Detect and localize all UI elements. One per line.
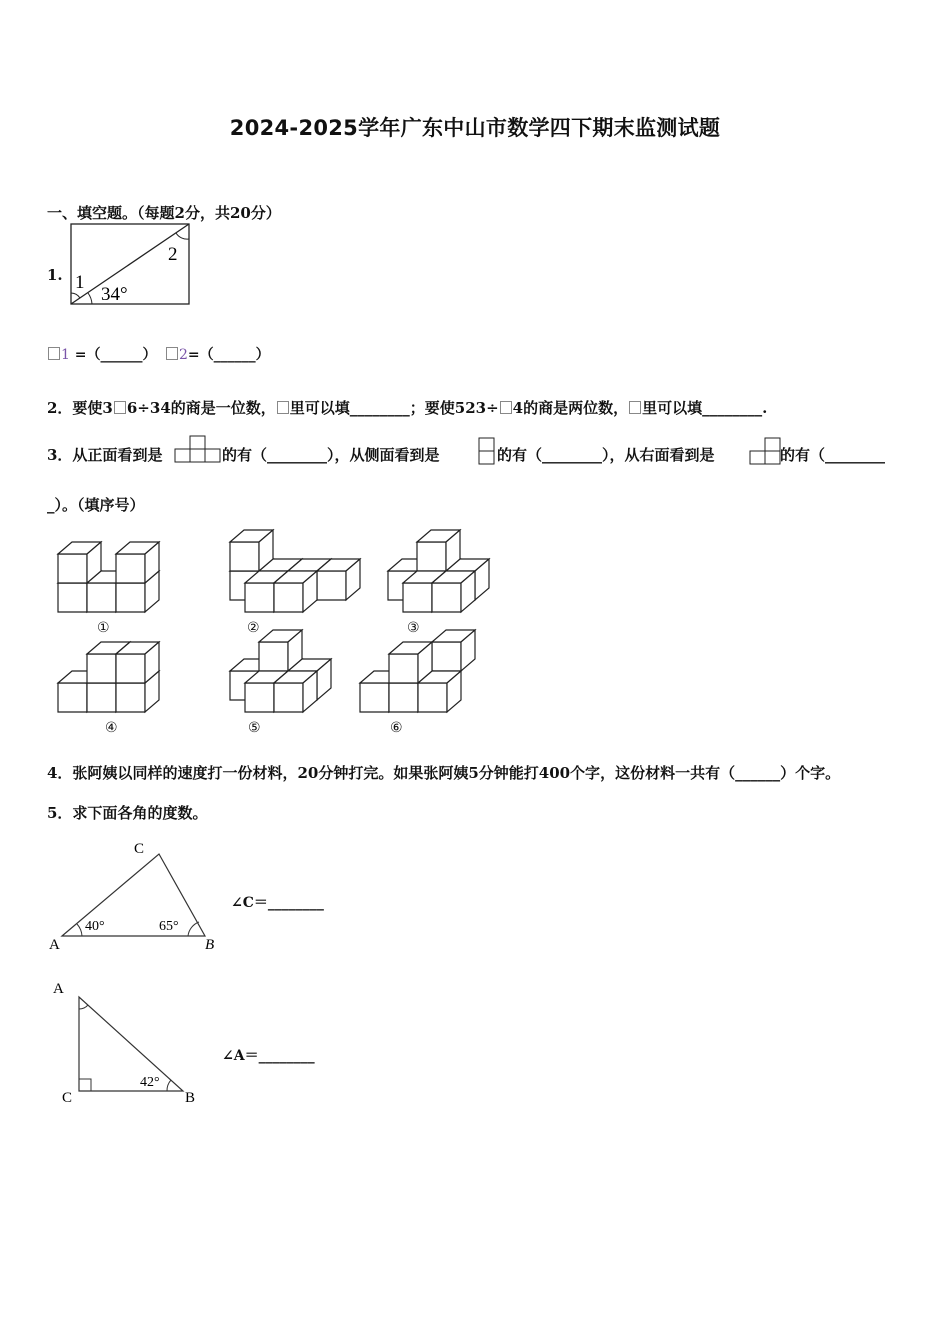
- q3-part-a: 3．从正面看到是: [47, 446, 163, 464]
- tri2-vertex-c: C: [62, 1090, 73, 1106]
- q3-part-b: 的有（________），从侧面看到是: [222, 446, 440, 464]
- section-heading: 一、填空题。（每题2分，共20分）: [47, 204, 281, 222]
- angle-a-answer: ∠A＝________: [222, 1048, 315, 1064]
- fig-angle-label: 34°: [101, 284, 128, 305]
- fig-label-2: 2: [168, 244, 178, 265]
- q1-answer-2: 2=（______）: [165, 344, 270, 364]
- fig-caption-1: ①: [97, 620, 110, 636]
- page-title: 2024-2025学年广东中山市数学四下期末监测试题: [229, 116, 721, 140]
- tri1-vertex-b: B: [205, 937, 215, 953]
- tri2-vertex-a: A: [53, 981, 64, 997]
- triangle-2-figure: [45, 975, 215, 1105]
- triangle-1-figure: [45, 838, 225, 958]
- fig-caption-6: ⑥: [390, 720, 403, 736]
- cube-block: [317, 559, 360, 600]
- cube-block: [274, 671, 317, 712]
- cube-block: [58, 542, 101, 583]
- q3-part-d: 的有（________: [780, 446, 886, 464]
- cube-block: [274, 571, 317, 612]
- cube-block: [116, 542, 159, 583]
- fig-label-1: 1: [75, 272, 85, 293]
- q4-text: 4．张阿姨以同样的速度打一份材料，20分钟打完。如果张阿姨5分钟能打400个字，这份材料一共有（______）个字。: [47, 764, 841, 782]
- tri2-vertex-b: B: [185, 1090, 196, 1106]
- cube-block: [230, 530, 273, 571]
- tri1-vertex-c: C: [134, 841, 145, 857]
- cube-block: [116, 642, 159, 683]
- q1-number: 1.: [47, 266, 63, 284]
- cube-block: [432, 630, 475, 671]
- q3-part-c: 的有（________），从右面看到是: [497, 446, 715, 464]
- q1-answer-1: 1 =（______）: [47, 344, 157, 364]
- tri1-angle-b: 65°: [159, 919, 179, 934]
- cube-block: [259, 630, 302, 671]
- fig-caption-4: ④: [105, 720, 118, 736]
- q5-text: 5．求下面各角的度数。: [47, 804, 208, 822]
- q3-line-2: _）。（填序号）: [47, 496, 145, 514]
- tri2-angle-b: 42°: [140, 1075, 160, 1090]
- q2-text: 2．要使3 6÷34的商是一位数， 里可以填________；要使523÷ 4的商是两位数， 里可以填________.: [47, 399, 768, 417]
- cube-block: [432, 571, 475, 612]
- tri1-angle-a: 40°: [85, 919, 105, 934]
- fig-caption-5: ⑤: [248, 720, 261, 736]
- tri1-vertex-a: A: [49, 937, 60, 953]
- fig-caption-3: ③: [407, 620, 420, 636]
- angle-c-answer: ∠C＝________: [231, 895, 324, 911]
- cube-block: [417, 530, 460, 571]
- fig-caption-2: ②: [247, 620, 260, 636]
- cube-block: [389, 642, 432, 683]
